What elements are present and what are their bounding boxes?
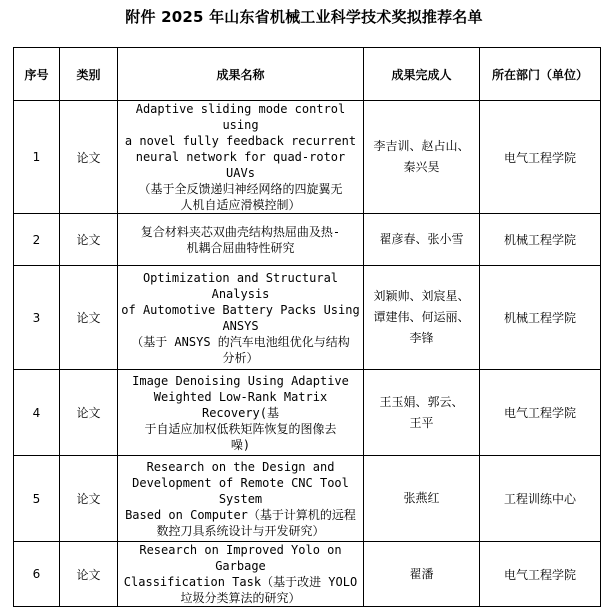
name-line: 人机自适应滑模控制） [180, 198, 301, 212]
cell-type: 论文 [60, 214, 118, 266]
cell-authors [364, 542, 480, 607]
name-line: Classification Task（基于改进 YOLO [123, 575, 358, 589]
table-row [14, 214, 601, 266]
cell-index: 3 [14, 266, 60, 370]
document-title: 附件 2025 年山东省机械工业科学技术奖拟推荐名单 [125, 8, 483, 26]
author-line: 王平 [409, 415, 434, 430]
author-line: 谭建伟、何运丽、 [373, 310, 470, 324]
cell-name [118, 266, 364, 370]
cell-name [118, 370, 364, 456]
name-line: Weighted Low-Rank Matrix Recovery(基 [153, 389, 328, 420]
name-line: 复合材料夹芯双曲壳结构热屈曲及热- [140, 224, 341, 239]
name-line: 于自适应加权低秩矩阵恢复的图像去 [144, 421, 337, 436]
name-line: neural network for quad-rotor UAVs [135, 150, 346, 180]
cell-name [118, 542, 364, 607]
table-row [14, 370, 601, 456]
header-authors: 成果完成人 [364, 48, 480, 101]
cell-department: 电气工程学院 [480, 101, 601, 214]
author-line: 翟彦春、张小雪 [379, 232, 464, 246]
name-line: of Automotive Battery Packs Using [121, 302, 360, 317]
cell-department: 机械工程学院 [480, 214, 601, 266]
table-row [14, 542, 601, 607]
name-line: Based on Computer（基于计算机的远程 [125, 507, 356, 522]
header-type: 类别 [60, 48, 118, 101]
author-line: 王玉娟、郭云、 [379, 394, 464, 409]
cell-type: 论文 [60, 266, 118, 370]
name-line: Research on the Design and [146, 459, 335, 474]
cell-department: 电气工程学院 [480, 542, 601, 607]
cell-type: 论文 [60, 370, 118, 456]
author-line: 李吉训、赵占山、 [373, 139, 470, 153]
cell-department: 机械工程学院 [480, 266, 601, 370]
cell-authors [364, 456, 480, 542]
cell-type: 论文 [60, 101, 118, 214]
header-index: 序号 [14, 48, 60, 101]
cell-index: 6 [14, 542, 60, 607]
cell-index: 4 [14, 370, 60, 456]
name-line: Research on Improved Yolo on Garbage [139, 543, 342, 573]
name-line: 数控刀具系统设计与开发研究） [156, 523, 325, 538]
table-row [14, 456, 601, 542]
cell-name [118, 456, 364, 542]
author-line: 秦兴昊 [403, 160, 440, 174]
name-line: Development of Remote CNC Tool System [132, 475, 349, 506]
name-line: a novel fully feedback recurrent [124, 134, 357, 148]
cell-type: 论文 [60, 542, 118, 607]
recommendation-table [13, 47, 601, 607]
header-department: 所在部门（单位） [480, 48, 601, 101]
cell-authors [364, 101, 480, 214]
cell-name [118, 214, 364, 266]
cell-department: 工程训练中心 [480, 456, 601, 542]
table-row [14, 266, 601, 370]
name-line: 分析） [222, 350, 259, 365]
cell-type: 论文 [60, 456, 118, 542]
author-line: 李锋 [409, 331, 434, 345]
name-line: 机耦合屈曲特性研究 [186, 240, 295, 255]
name-line: 噪) [230, 437, 251, 452]
author-line: 刘颖帅、刘宸星、 [373, 289, 470, 303]
table-row [14, 101, 601, 214]
cell-authors [364, 370, 480, 456]
cell-index: 2 [14, 214, 60, 266]
cell-name [118, 101, 364, 214]
cell-index: 1 [14, 101, 60, 214]
author-line: 翟潘 [409, 566, 434, 581]
name-line: （基于 ANSYS 的汽车电池组优化与结构 [131, 334, 350, 349]
cell-authors [364, 214, 480, 266]
header-row [14, 48, 601, 101]
name-line: Image Denoising Using Adaptive [132, 373, 349, 388]
author-line: 张燕红 [403, 491, 440, 505]
cell-authors [364, 266, 480, 370]
name-line: 垃圾分类算法的研究） [180, 591, 301, 605]
name-line: （基于全反馈递归神经网络的四旋翼无 [138, 182, 343, 196]
cell-department: 电气工程学院 [480, 370, 601, 456]
name-line: Optimization and Structural Analysis [142, 270, 339, 301]
name-line: ANSYS [222, 318, 259, 333]
name-line: Adaptive sliding mode control using [135, 102, 346, 132]
cell-index: 5 [14, 456, 60, 542]
header-name: 成果名称 [118, 48, 364, 101]
